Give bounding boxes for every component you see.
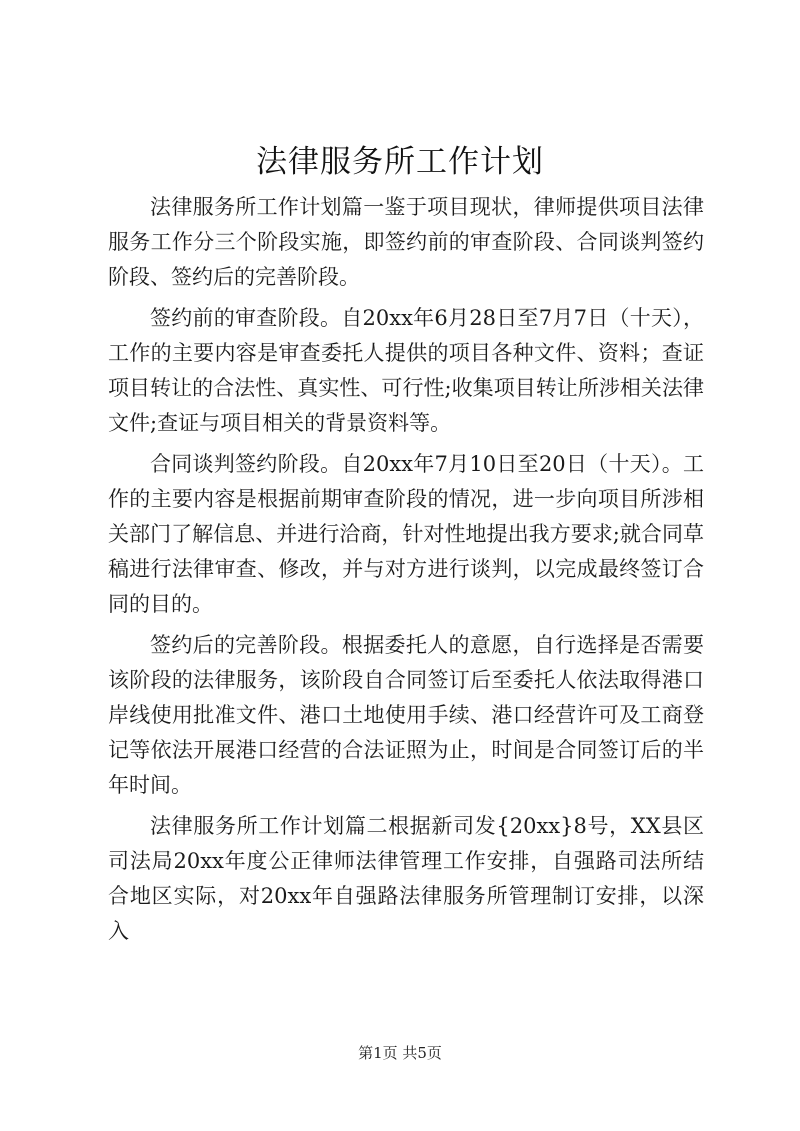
page-number-footer: 第1页 共5页 — [358, 1044, 442, 1062]
paragraph-4: 签约后的完善阶段。根据委托人的意愿，自行选择是否需要该阶段的法律服务，该阶段自合同签订后至委托人依法取得港口岸线使用批准文件、港口土地使用手续、港口经营许可及工商登记等依法开展港口经营的合法证照为止，时间是合同签订后的半年时间。 — [108, 633, 704, 797]
paragraph-1: 法律服务所工作计划篇一鉴于项目现状，律师提供项目法律服务工作分三个阶段实施，即签约前的审查阶段、合同谈判签约阶段、签约后的完善阶段。 — [108, 195, 704, 289]
document-body — [108, 190, 704, 955]
document-title: 法律服务所工作计划 — [256, 144, 544, 180]
paragraph-3: 合同谈判签约阶段。自20xx年7月10日至20日（十天）。工作的主要内容是根据前期审查阶段的情况，进一步向项目所涉相关部门了解信息、并进行洽商，针对性地提出我方要求;就合同草稿进行法律审查、修改，并与对方进行谈判，以完成最终签订合同的目的。 — [108, 452, 704, 616]
paragraph-5: 法律服务所工作计划篇二根据新司发{20xx}8号，XX县区司法局20xx年度公正律师法律管理工作安排，自强路司法所结合地区实际，对20xx年自强路法律服务所管理制订安排，以深入 — [108, 814, 704, 943]
paragraph-2: 签约前的审查阶段。自20xx年6月28日至7月7日（十天），工作的主要内容是审查委托人提供的项目各种文件、资料；查证项目转让的合法性、真实性、可行性;收集项目转让所涉相关法律文件;查证与项目相关的背景资料等。 — [108, 306, 704, 435]
